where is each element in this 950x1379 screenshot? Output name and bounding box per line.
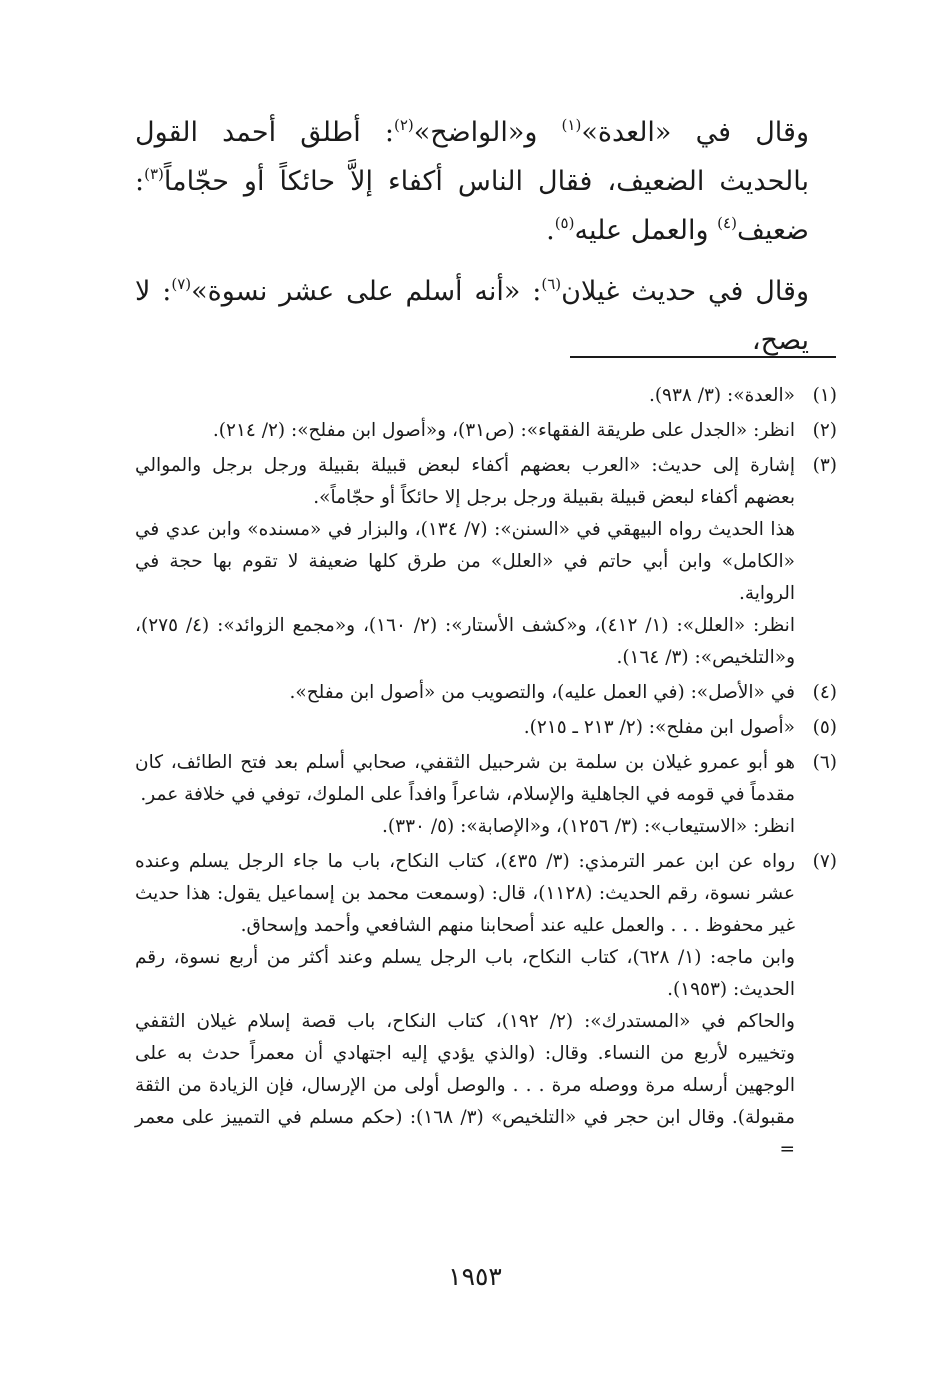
footnote-line: في «الأصل»: (في العمل عليه)، والتصويب من «أصول ابن مفلح». [289, 682, 795, 703]
main-text [135, 108, 835, 377]
text-run: : «أنه أسلم على عشر نسوة» [191, 276, 542, 307]
footnote-6 [135, 747, 837, 843]
main-paragraph-2 [135, 267, 835, 365]
footnote-1 [135, 380, 837, 412]
text-run: : لا يصح، [135, 276, 809, 356]
footnote-number: (٦) [812, 752, 837, 773]
footnote-body [135, 380, 795, 412]
footnote-number: (٢) [812, 420, 837, 441]
footnote-body [135, 450, 795, 674]
text-run: و«الواضح» [413, 117, 562, 148]
footnote-body [135, 712, 795, 744]
footnote-separator [570, 356, 836, 358]
footnote-body [135, 415, 795, 447]
footnote-body [135, 677, 795, 709]
footnote-line: وابن ماجه: (١/ ٦٢٨)، كتاب النكاح، باب الرجل يسلم وعند أكثر من أربع نسوة، رقم الحديث: (١٩٥٣). [135, 947, 795, 1000]
footnote-line: والحاكم في «المستدرك»: (٢/ ١٩٢)، كتاب النكاح، باب قصة إسلام غيلان الثقفي وتخييره لأربع من النساء. وقال: (والذي يؤدي إليه اجتهادي أن معمراً حدث به على الوجهين أرسله مرة ووصله مرة . . . والوصل أولى من الإرسال، فإن الزيادة من الثقة مقبولة). وقال ابن حجر في «التلخيص» (٣/ ١٦٨): (حكم مسلم في التمييز على معمر = [135, 1011, 795, 1160]
footnote-ref-2[interactable]: (٢) [393, 116, 414, 134]
footnote-ref-4[interactable]: (٤) [717, 214, 737, 232]
footnote-line: رواه عن ابن عمر الترمذي: (٣/ ٤٣٥)، كتاب النكاح، باب ما جاء الرجل يسلم وعنده عشر نسوة، رقم الحديث: (١١٢٨)، قال: (وسمعت محمد بن إسماعيل يقول: هذا حديث غير محفوظ . . . والعمل عليه عند أصحابنا منهم الشافعي وأحمد وإسحاق. [135, 851, 795, 936]
footnote-line: انظر: «الاستيعاب»: (٣/ ١٢٥٦)، و«الإصابة»: (٥/ ٣٣٠). [382, 816, 795, 837]
text-run: وقال في حديث غيلان [561, 276, 809, 307]
footnote-body [135, 747, 795, 843]
footnote-line: «أصول ابن مفلح»: (٢/ ٢١٣ ـ ٢١٥). [523, 717, 795, 738]
footnote-body [135, 846, 795, 1166]
text-run: : أطلق أحمد القول بالحديث الضعيف، فقال الناس أكفاء إلاَّ حائكاً أو حجّاماً [135, 117, 809, 197]
footnote-number: (٤) [812, 682, 837, 703]
footnote-line: انظر: «العلل»: (١/ ٤١٢)، و«كشف الأستار»: (٢/ ١٦٠)، و«مجمع الزوائد»: (٤/ ٢٧٥)، و«التلخيص»: (٣/ ١٦٤). [135, 615, 795, 668]
footnote-line: «العدة»: (٣/ ٩٣٨). [648, 385, 795, 406]
footnote-4 [135, 677, 837, 709]
footnote-3 [135, 450, 837, 674]
text-run: وقال في «العدة» [581, 117, 809, 148]
footnotes [135, 380, 837, 1169]
footnote-2 [135, 415, 837, 447]
footnote-line: إشارة إلى حديث: «العرب بعضهم أكفاء لبعض قبيلة بقبيلة ورجل برجل والموالي بعضهم أكفاء لبعض قبيلة بقبيلة ورجل برجل إلا حائكاً أو حجّاماً». [135, 455, 795, 508]
footnote-ref-6[interactable]: (٦) [541, 275, 562, 293]
footnote-ref-1[interactable]: (١) [561, 116, 582, 134]
footnote-line: هو أبو عمرو غيلان بن سلمة بن شرحبيل الثقفي، صحابي أسلم بعد فتح الطائف، كان مقدماً في قومه في الجاهلية والإسلام، شاعراً وافداً على الملوك، توفي في خلافة عمر. [135, 752, 795, 805]
footnote-ref-5[interactable]: (٥) [554, 214, 575, 232]
main-paragraph-1 [135, 108, 835, 255]
footnote-number: (٧) [812, 851, 837, 872]
footnote-number: (١) [812, 385, 837, 406]
footnote-number: (٥) [812, 717, 837, 738]
page-number: ١٩٥٣ [448, 1262, 502, 1291]
text-run: والعمل عليه [574, 215, 718, 246]
text-run: : ضعيف [135, 166, 809, 246]
footnote-ref-3[interactable]: (٣) [144, 165, 164, 183]
footnote-5 [135, 712, 837, 744]
footnote-ref-7[interactable]: (٧) [171, 275, 192, 293]
text-run: . [546, 215, 555, 246]
footnote-7 [135, 846, 837, 1166]
footnote-line: هذا الحديث رواه البيهقي في «السنن»: (٧/ ١٣٤)، والبزار في «مسنده» وابن عدي في «الكامل» وابن أبي حاتم في «العلل» من طرق كلها ضعيفة لا تقوم بها حجة في الرواية. [135, 519, 795, 604]
footnote-number: (٣) [812, 455, 837, 476]
footnote-line: انظر: «الجدل على طريقة الفقهاء»: (ص٣١)، و«أصول ابن مفلح»: (٢/ ٢١٤). [212, 420, 795, 441]
